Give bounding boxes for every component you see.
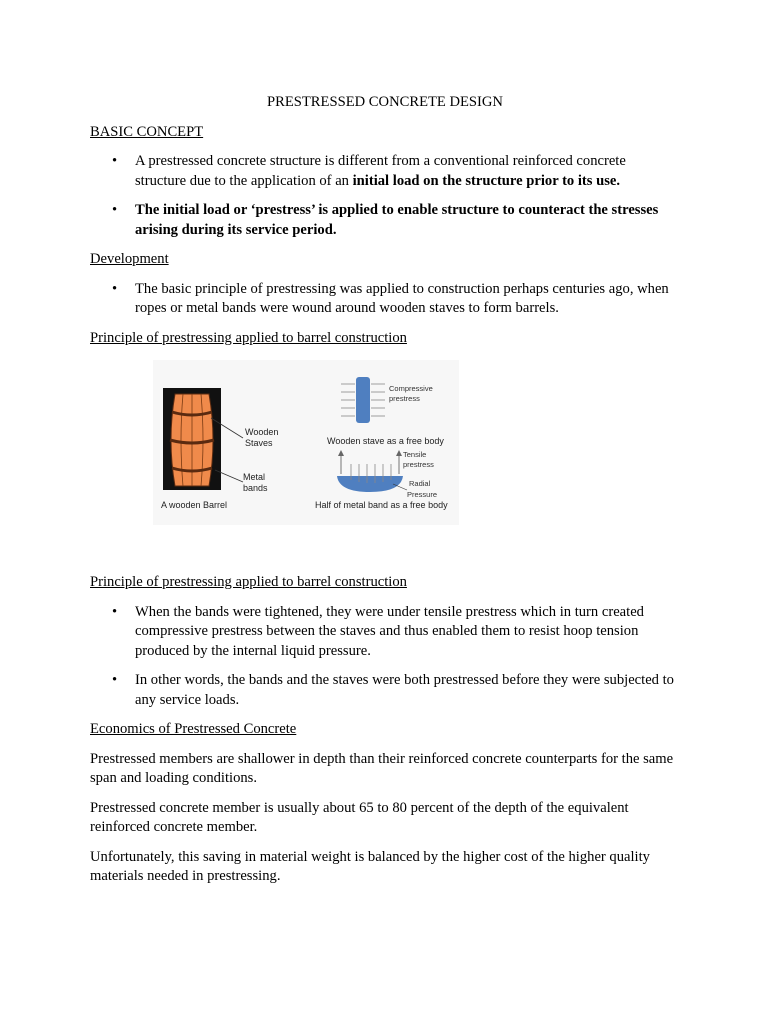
list-item [90,280,680,319]
economics-paragraph-2: Prestressed concrete member is usually about 65 to 80 percent of the depth of the equivalent reinforced concrete member. [90,799,629,835]
bullet-marker: • [112,202,118,218]
section-heading-principle-text: Principle of prestressing applied to barrel construction [90,574,407,590]
label-wooden-staves-line1: Wooden [245,427,279,437]
label-radial-line2: Pressure [407,490,438,499]
bullet-marker: • [112,280,118,297]
barrel-diagram [153,360,459,525]
list-item [90,152,680,191]
bullet-bold-text: initial load on the structure prior to its use. [352,172,621,189]
basic-concept-list [90,152,680,240]
bullet-text: In other words, the bands and the staves were both prestressed before they were subjected to any service loads. [135,672,674,708]
bullet-text: When the bands were tightened, they were under tensile prestress which in turn created compressive prestress between the staves and thus enabled them to resist hoop tension produced by the internal liquid pressure. [135,603,644,659]
section-heading-basic-concept: BASIC CONCEPT [90,123,204,140]
bullet-marker: • [112,603,118,620]
economics-paragraph-3: Unfortunately, this saving in material weight is balanced by the higher cost of the higher quality materials needed in prestressing. [90,848,650,884]
label-stave-free-body: Wooden stave as a free body [327,436,444,446]
tensile-arrowhead-left [338,450,344,456]
figure-spacer [90,525,680,573]
barrel-prestress-figure [153,360,459,525]
label-band-free-body: Half of metal band as a free body [315,500,448,510]
economics-paragraph-1: Prestressed members are shallower in depth than their reinforced concrete counterparts for the same span and loading conditions. [90,750,674,786]
bullet-bold-text: The initial load or ‘prestress’ is applied to enable structure to counteract the stresses arising during its service period. [135,202,659,238]
list-item [90,671,680,710]
list-item [90,201,680,240]
label-wooden-barrel: A wooden Barrel [161,500,228,510]
label-compressive-line1: Compressive [389,384,433,393]
section-heading-development: Development [90,251,169,267]
document-page [90,93,680,897]
bullet-text: A prestressed concrete structure is different from a conventional reinforced concrete structure due to the application of an [135,153,626,189]
bullet-text: The basic principle of prestressing was applied to construction perhaps centuries ago, when ropes or metal bands were wound around wooden staves to form barrels. [135,280,669,316]
list-item [90,603,680,662]
section-heading-principle-figure: Principle of prestressing applied to barrel construction [90,329,407,346]
label-radial-line1: Radial [409,479,431,488]
bullet-marker: • [112,153,118,169]
label-metal-bands-line2: bands [243,483,268,493]
development-list [90,280,680,319]
label-tensile-line1: Tensile [403,450,427,459]
label-metal-bands-line1: Metal [243,472,266,482]
document-title: PRESTRESSED CONCRETE DESIGN [267,94,503,110]
stave-free-body-icon [356,377,370,423]
label-tensile-line2: prestress [403,460,434,469]
label-compressive-line2: prestress [389,394,420,403]
principle-list [90,603,680,711]
label-wooden-staves-line2: Staves [245,438,273,448]
section-heading-economics: Economics of Prestressed Concrete [90,721,297,737]
tensile-arrows [341,452,399,474]
tensile-arrowhead-right [396,450,402,456]
bullet-marker: • [112,672,118,688]
